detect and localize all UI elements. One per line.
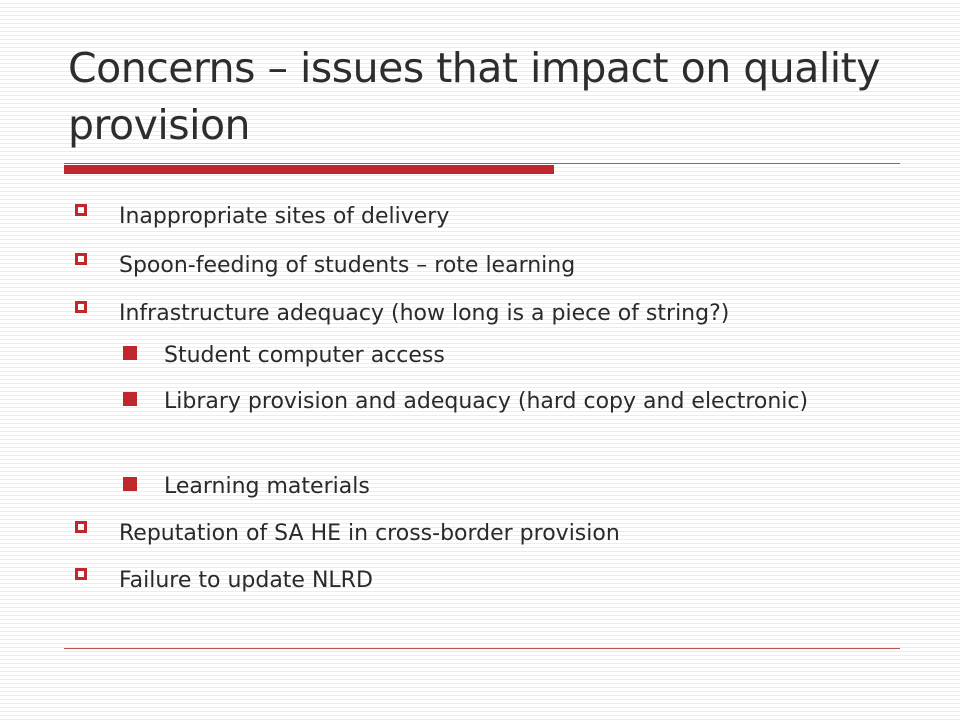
footer-divider: [64, 648, 900, 649]
hollow-square-bullet-icon: [75, 301, 87, 313]
bullet-item: Infrastructure adequacy (how long is a piece of string?): [119, 301, 730, 326]
bullet-item: Inappropriate sites of delivery: [119, 204, 450, 229]
title-underline: [64, 163, 900, 164]
sub-bullet-item: Learning materials: [164, 474, 370, 499]
bullet-item: Spoon-feeding of students – rote learning: [119, 253, 576, 278]
hollow-square-bullet-icon: [75, 568, 87, 580]
hollow-square-bullet-icon: [75, 253, 87, 265]
filled-square-bullet-icon: [123, 477, 137, 491]
slide-title: Concerns – issues that impact on quality provision: [68, 44, 881, 149]
hollow-square-bullet-icon: [75, 204, 87, 216]
hollow-square-bullet-icon: [75, 521, 87, 533]
bullet-item: Reputation of SA HE in cross-border provision: [119, 521, 620, 546]
filled-square-bullet-icon: [123, 392, 137, 406]
bullet-item: Failure to update NLRD: [119, 568, 373, 593]
sub-bullet-item: Library provision and adequacy (hard copy and electronic): [164, 389, 809, 414]
sub-bullet-item: Student computer access: [164, 343, 445, 368]
title-accent-bar: [64, 165, 554, 174]
filled-square-bullet-icon: [123, 346, 137, 360]
